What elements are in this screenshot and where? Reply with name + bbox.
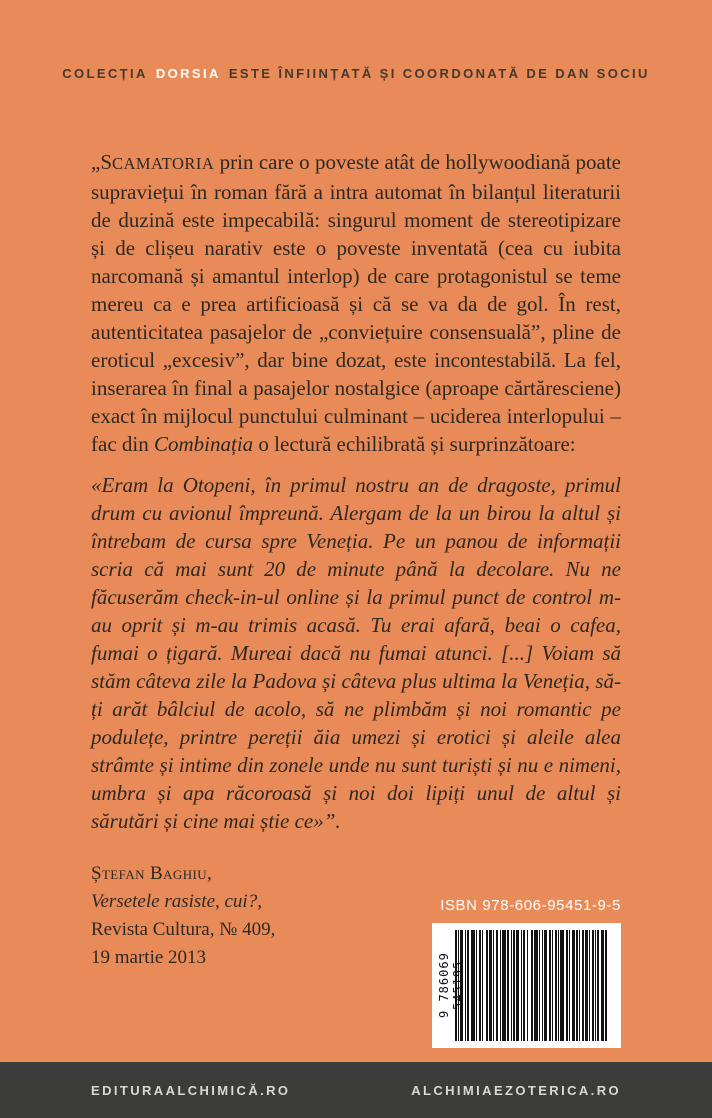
barcode-bars (455, 930, 613, 1041)
review-journal: Revista Cultura, № 409, (91, 919, 276, 940)
barcode-number: 9 786069 545195 (437, 952, 465, 1019)
collection-post: ESTE ÎNFIINȚATĂ ȘI COORDONATĂ DE DAN SOCIU (228, 66, 650, 81)
review-paragraph (91, 148, 621, 458)
review-body: prin care o poveste atât de hollywoodiană poate supraviețui în roman fără a intra automat în bilanțul literaturii de duzină este impecabilă: singurul moment de stereotipizare și de clișeu narativ este o poveste inventată (cea cu iubita narcomană și amantul interlop) de care protagonistul se teme mereu ca e prea artificioasă și că se va da de gol. În rest, autenticitatea pasajelor de „conviețuire consensuală”, pline de eroticul „excesiv”, dar bine dozat, este incontestabilă. La fel, inserarea în final a pasajelor nostalgice (aproape cărtăresciene) exact în mijlocul punctului culminant – uciderea interlopului – fac din (91, 150, 621, 456)
quoted-excerpt: «Eram la Otopeni, în primul nostru an de dragoste, primul drum cu avionul împreună. Alergam de la un birou la altul și întrebam de cursa spre Veneția. Pe un panou de informații scria că mai sunt 20 de minute până la decolare. Nu ne făcuserăm check-in-ul online și la primul punct de control m-au oprit și m-au trimis acasă. Tu erai afară, beai o cafea, fumai o țigară. Mureai dacă nu fumai atunci. [...] Voiam să stăm câteva zile la Padova și câteva plus ultima la Veneția, să-ți arăt bâlciul de acolo, să ne plimbăm și noi romantic pe podulețe, printre pereții ăia umezi și erotici și aleile alea strâmte și intime din zonele unde nu sunt turiști și nu e nimeni, umbra și apa răcoroasă și noi doi lipiți unul de altul și sărutări și cine mai știe ce»”. (91, 473, 621, 833)
collection-pre: COLECȚIA (62, 66, 148, 81)
review-book-title: Combinația (153, 432, 254, 456)
review-smallcaps-word: CAMATORIA (112, 154, 215, 173)
review-article-title: Versetele rasiste, cui?, (91, 891, 262, 912)
back-cover-text (91, 148, 621, 972)
collection-line (0, 66, 712, 81)
review-body-end: o lectură echilibrată și surprinzătoare: (253, 432, 576, 456)
barcode (432, 923, 621, 1048)
reviewer-name: Ștefan Baghiu, (91, 863, 213, 884)
review-open-quote: „S (91, 150, 112, 174)
collection-brand: DORSIA (155, 66, 221, 81)
barcode-gap (607, 930, 608, 1041)
review-date: 19 martie 2013 (91, 947, 207, 968)
publisher-site: EDITURAALCHIMICĂ.RO (91, 1082, 291, 1098)
footer-bar (0, 1062, 712, 1118)
esoterica-site: ALCHIMIAEZOTERICA.RO (411, 1082, 621, 1098)
isbn-label: ISBN 978-606-95451-9-5 (440, 897, 621, 914)
